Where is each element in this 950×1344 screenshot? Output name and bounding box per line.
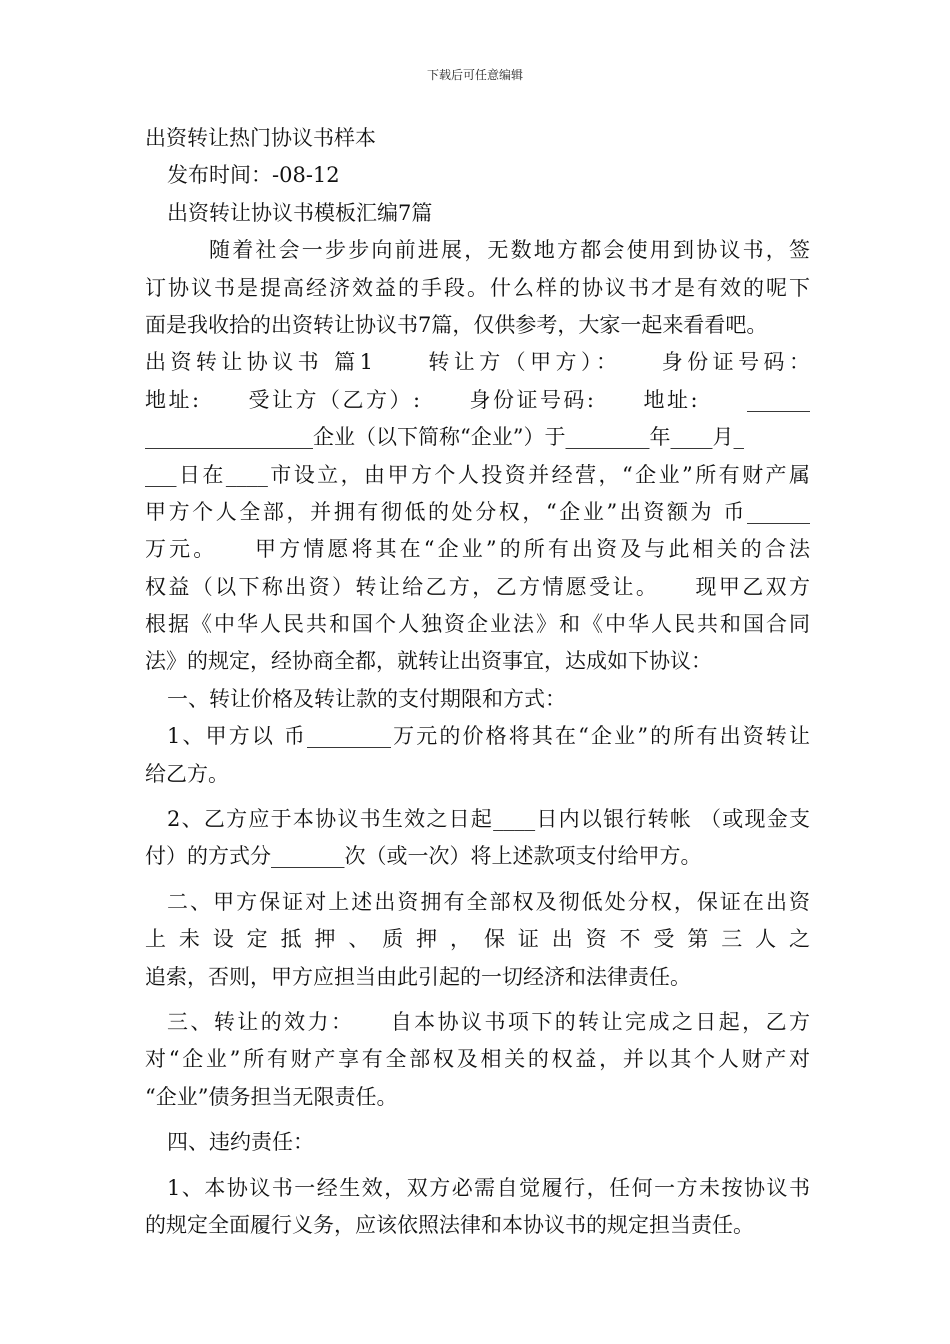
clause-item: 1、本协议书一经生效，双方必需自觉履行，任何一方未按协议书 [167,1175,810,1200]
body-line: 对“企业”所有财产享有全部权及相关的权益，并以其个人财产对 [145,1047,810,1072]
body-line: 根据《中华人民共和国个人独资企业法》和《中华人民共和国合同 [145,612,810,637]
clause-item: 2、乙方应于本协议书生效之日起____日内以银行转帐 （或现金支 [167,807,810,832]
document-body [145,120,810,1244]
body-line: 上未设定抵押、质押，保证出资不受第三人之 [145,927,810,952]
intro-line: 面是我收拾的出资转让协议书7篇，仅供参考，大家一起来看看吧。 [145,312,768,337]
body-line: 万元。 甲方情愿将其在“企业”的所有出资及与此相关的合法 [145,537,810,562]
body-line: “企业”债务担当无限责任。 [145,1084,398,1109]
body-line: 地址: 受让方（乙方）: 身份证号码: 地址: ______ [145,387,810,412]
publish-date: 发布时间：-08-12 [167,163,340,188]
clause-heading: 二、甲方保证对上述出资拥有全部权及彻低处分权，保证在出资 [167,889,810,914]
document-subtitle: 出资转让协议书模板汇编7篇 [167,200,433,225]
clause-heading: 三、转让的效力： 自本协议书项下的转让完成之日起，乙方 [167,1009,810,1034]
body-line: ________________企业（以下简称“企业”）于________年____月_ [145,425,744,450]
document-title: 出资转让热门协议书样本 [145,126,376,150]
clause-item: 给乙方。 [145,761,229,786]
page-header-note: 下载后可任意编辑 [426,68,523,82]
clause-item: 1、甲方以 币________万元的价格将其在“企业”的所有出资转让 [167,724,810,749]
body-line: 权益（以下称出资）转让给乙方，乙方情愿受让。 现甲乙双方 [145,574,810,599]
clause-heading: 四、违约责任： [167,1130,314,1155]
clause-heading: 一、转让价格及转让款的支付期限和方式： [167,686,566,711]
body-line: 的规定全面履行义务，应该依照法律和本协议书的规定担当责任。 [145,1212,754,1237]
body-line: 法》的规定，经协商全都，就转让出资事宜，达成如下协议： [145,649,712,674]
clause-item: 付）的方式分_______次（或一次）将上述款项支付给甲方。 [145,844,702,869]
intro-line: 随着社会一步步向前进展，无数地方都会使用到协议书，签 [209,238,810,263]
body-line: ___日在____市设立，由甲方个人投资并经营，“企业”所有财产属 [145,462,810,487]
intro-line: 订协议书是提高经济效益的手段。什么样的协议书才是有效的呢下 [145,275,810,300]
body-line: 追索，否则，甲方应担当由此引起的一切经济和法律责任。 [145,964,691,989]
body-line: 甲方个人全部，并拥有彻低的处分权，“企业”出资额为 币______ [145,499,810,524]
section-heading-1: 出资转让协议书 篇1 转让方（甲方）： 身份证号码： [145,350,810,375]
